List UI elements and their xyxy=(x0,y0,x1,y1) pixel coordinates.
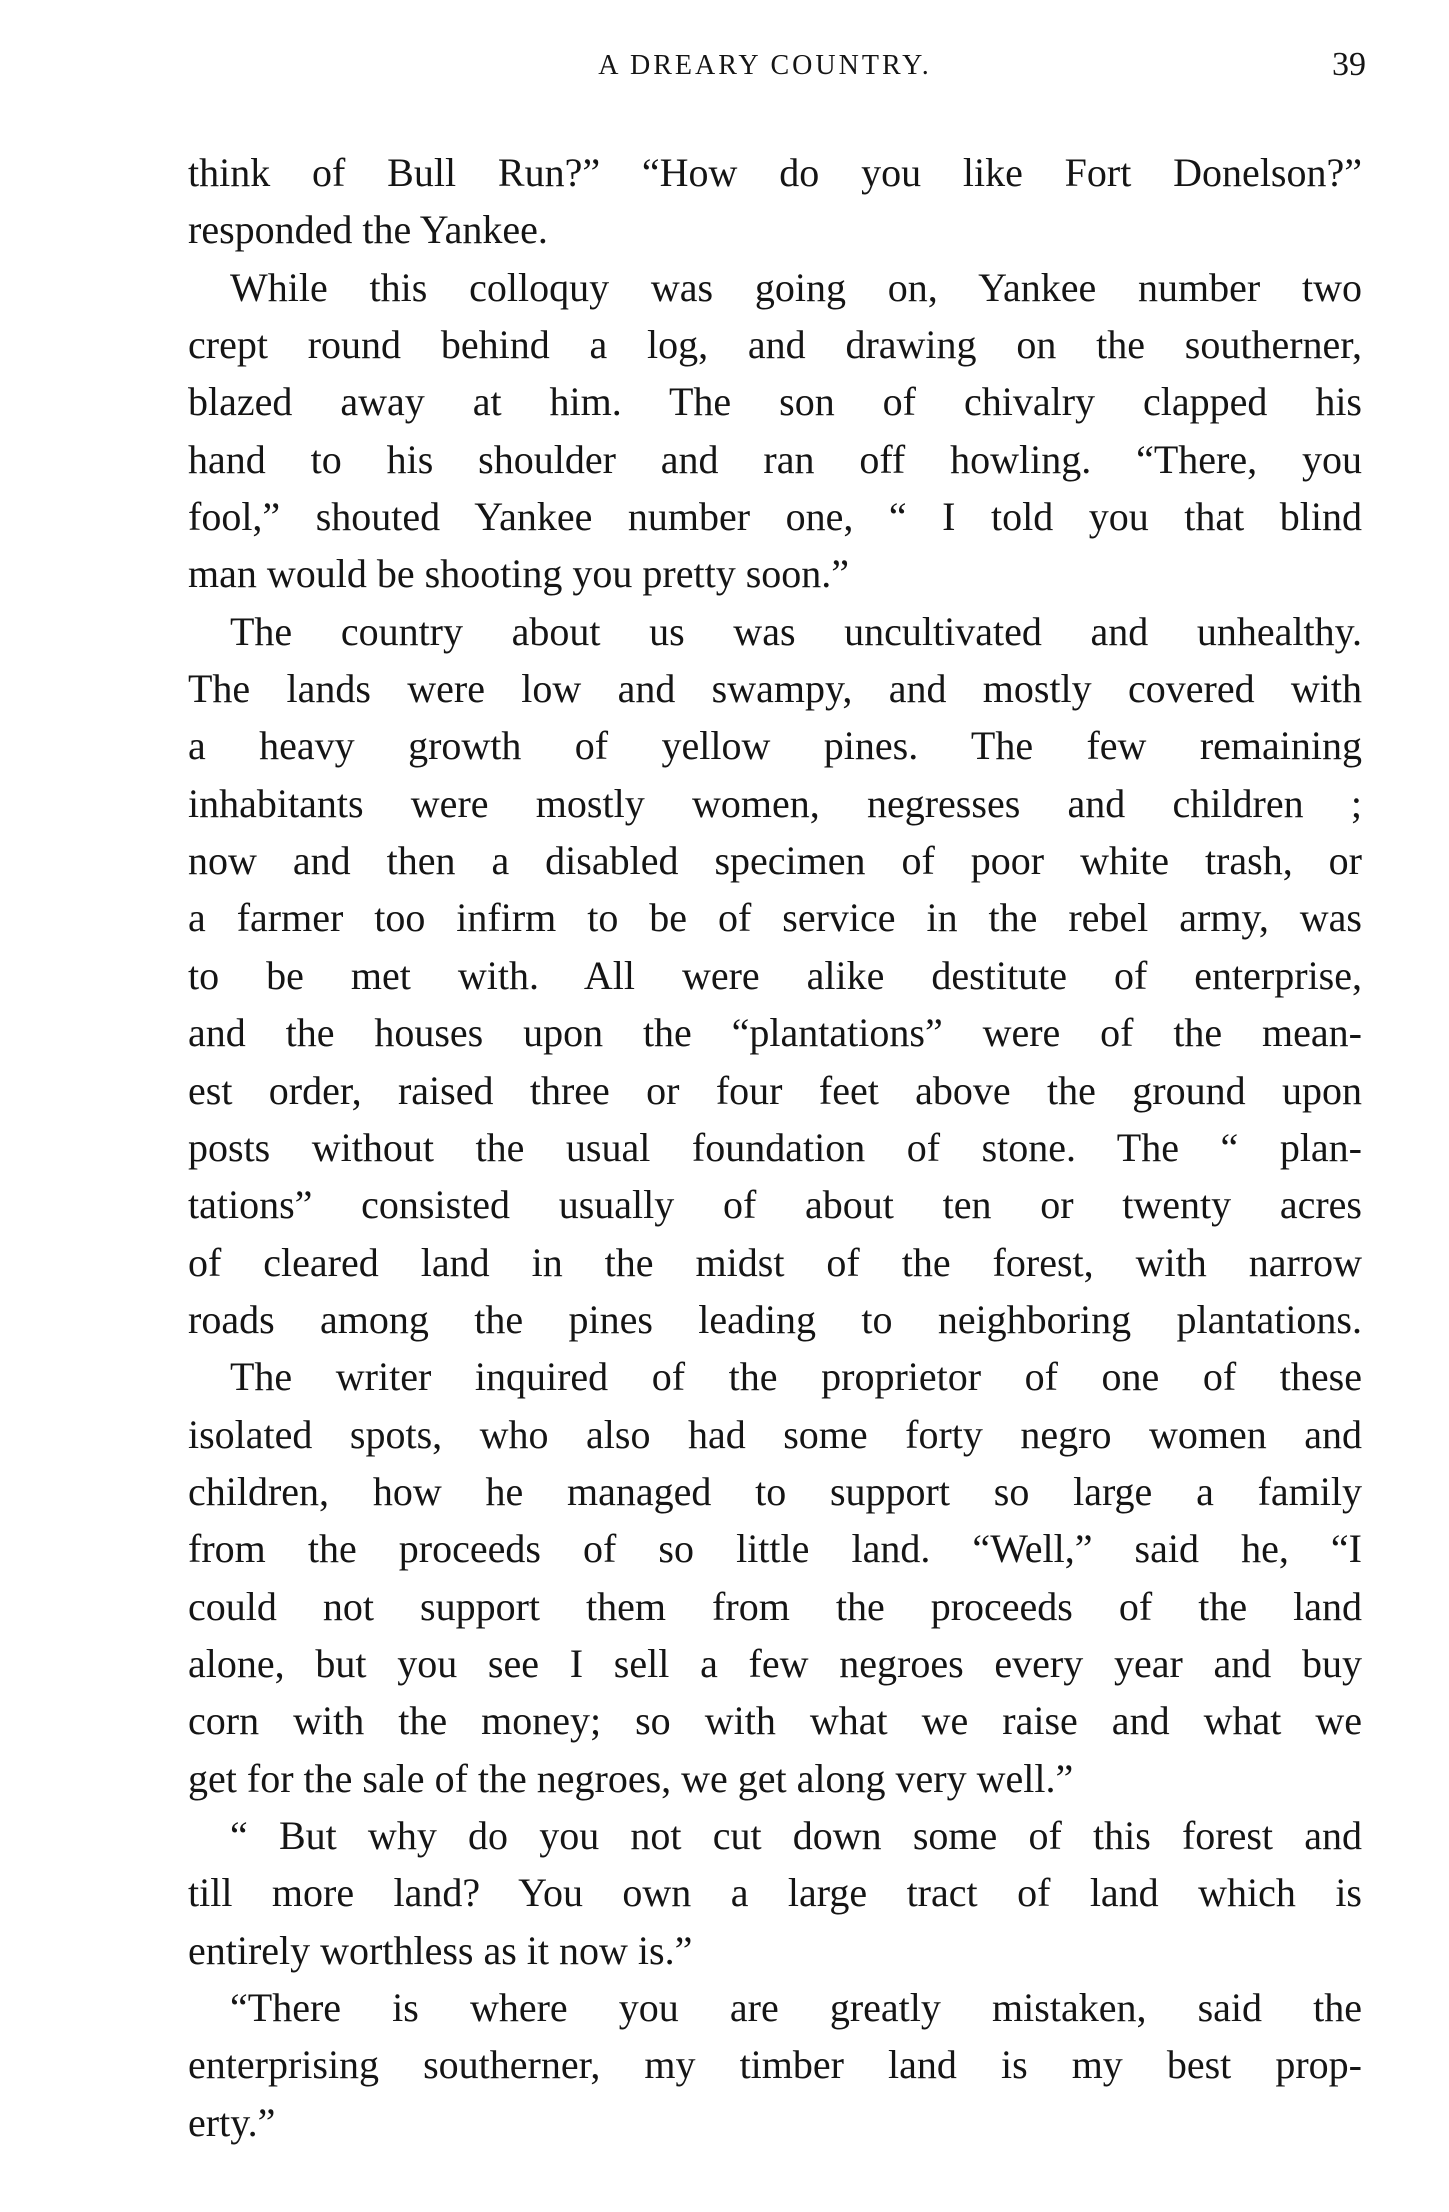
text-line: entirely worthless as it now is.” xyxy=(188,1927,693,1973)
text-line: till more land? You own a large tract of land which is xyxy=(188,1870,1362,1916)
running-header-title: A DREARY COUNTRY. xyxy=(598,50,932,81)
text-line: “There is where you are greatly mistaken, said the xyxy=(230,1985,1362,2030)
text-line: alone, but you see I sell a few negroes every year and buy xyxy=(188,1640,1362,1686)
text-line: posts without the usual foundation of stone. The “ plan- xyxy=(188,1124,1362,1170)
text-line: est order, raised three or four feet above the ground upon xyxy=(188,1067,1362,1113)
text-line: and the houses upon the “plantations” were of the mean- xyxy=(188,1010,1362,1056)
text-line: The lands were low and swampy, and mostly covered with xyxy=(188,666,1362,712)
text-line: roads among the pines leading to neighboring plantations. xyxy=(188,1296,1362,1342)
text-line: corn with the money; so with what we raise and what we xyxy=(188,1698,1362,1744)
text-line: responded the Yankee. xyxy=(188,207,548,253)
text-line: isolated spots, who also had some forty negro women and xyxy=(188,1411,1362,1457)
text-line: of cleared land in the midst of the forest, with narrow xyxy=(188,1239,1362,1285)
text-line: enterprising southerner, my timber land is my best prop- xyxy=(188,2042,1362,2088)
paragraph xyxy=(188,259,1362,603)
text-line: The country about us was uncultivated and unhealthy. xyxy=(230,608,1362,654)
body-text xyxy=(188,144,1362,2151)
paragraph xyxy=(188,144,1362,259)
text-line: While this colloquy was going on, Yankee number two xyxy=(230,264,1362,310)
paragraph xyxy=(188,603,1362,1348)
text-line: now and then a disabled specimen of poor white trash, or xyxy=(188,838,1362,884)
text-line: a farmer too infirm to be of service in the rebel army, was xyxy=(188,895,1362,941)
paragraph xyxy=(188,1979,1362,2151)
text-line: children, how he managed to support so large a family xyxy=(188,1468,1362,1514)
text-line: The writer inquired of the proprietor of one of these xyxy=(230,1354,1362,1400)
text-line: tations” consisted usually of about ten or twenty acres xyxy=(188,1182,1362,1228)
text-line: think of Bull Run?” “How do you like Fort Donelson?” xyxy=(188,150,1362,195)
text-line: inhabitants were mostly women, negresses and children ; xyxy=(188,780,1362,826)
text-line: erty.” xyxy=(188,2099,276,2145)
text-line: crept round behind a log, and drawing on the southerner, xyxy=(188,322,1362,368)
text-line: get for the sale of the negroes, we get along very well.” xyxy=(188,1755,1074,1801)
paragraph xyxy=(188,1348,1362,1807)
text-line: man would be shooting you pretty soon.” xyxy=(188,551,850,597)
text-line: hand to his shoulder and ran off howling. “There, you xyxy=(188,436,1362,482)
text-line: to be met with. All were alike destitute of enterprise, xyxy=(188,952,1362,998)
page-number: 39 xyxy=(1332,46,1366,83)
text-line: blazed away at him. The son of chivalry clapped his xyxy=(188,379,1362,425)
text-line: a heavy growth of yellow pines. The few remaining xyxy=(188,723,1362,769)
text-line: from the proceeds of so little land. “Well,” said he, “I xyxy=(188,1526,1362,1572)
paragraph xyxy=(188,1807,1362,1979)
text-line: could not support them from the proceeds of the land xyxy=(188,1583,1362,1629)
text-line: fool,” shouted Yankee number one, “ I told you that blind xyxy=(188,494,1362,540)
text-line: “ But why do you not cut down some of this forest and xyxy=(230,1812,1362,1858)
